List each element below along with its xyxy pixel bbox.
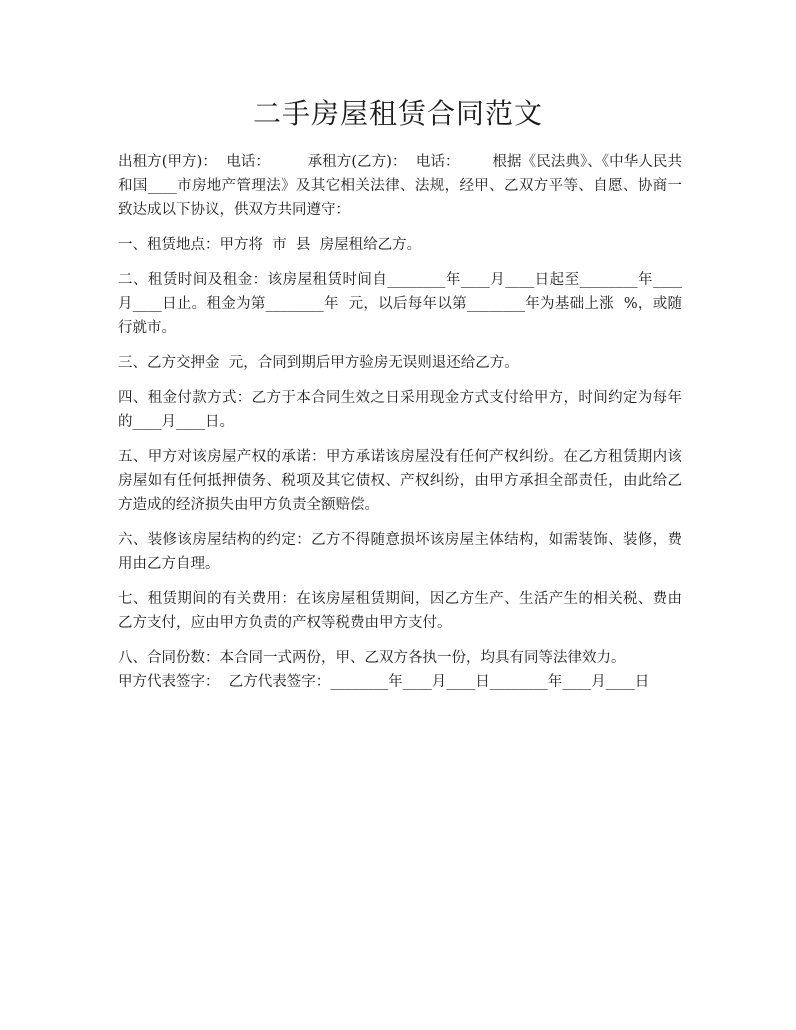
- paragraph-clause-8: 八、合同份数：本合同一式两份，甲、乙双方各执一份，均具有同等法律效力。: [118, 650, 626, 666]
- paragraph-preamble: 出租方(甲方)： 电话： 承租方(乙方)： 电话： 根据《民法典》、《中华人民共和国____市房地产管理法》及其它相关法律、法规，经甲、乙双方平等、自愿、协商一致达成以下协议，供双方共同遵守：: [118, 154, 682, 218]
- paragraph-clause-2: 二、租赁时间及租金：该房屋租赁时间自________年____月____日起至________年____月____日止。租金为第________年 元，以后每年以第________年为基础上涨 %，或随行就市。: [118, 272, 682, 336]
- document-body: [118, 150, 682, 705]
- paragraph-clause-3: 三、乙方交押金 元，合同到期后甲方验房无误则退还给乙方。: [118, 355, 519, 371]
- paragraph-clause-7: 七、租赁期间的有关费用：在该房屋租赁期间，因乙方生产、生活产生的相关税、费由乙方支付，应由甲方负责的产权等税费由甲方支付。: [118, 591, 682, 631]
- paragraph-clause-5: 五、甲方对该房屋产权的承诺：甲方承诺该房屋没有任何产权纠纷。在乙方租赁期内该房屋如有任何抵押债务、税项及其它债权、产权纠纷，由甲方承担全部责任，由此给乙方造成的经济损失由甲方负责全额赔偿。: [118, 449, 682, 513]
- document-title: 二手房屋租赁合同范文: [252, 97, 543, 130]
- signature-line: 甲方代表签字： 乙方代表签字：________年____月____日________年____月____日: [118, 674, 650, 690]
- paragraph-clause-6: 六、装修该房屋结构的约定：乙方不得随意损坏该房屋主体结构，如需装饰、装修，费用由乙方自理。: [118, 532, 682, 572]
- paragraph-clause-4: 四、租金付款方式：乙方于本合同生效之日采用现金方式支付给甲方，时间约定为每年的____月____日。: [118, 390, 682, 430]
- paragraph-clause-1: 一、租赁地点：甲方将 市 县 房屋租给乙方。: [118, 237, 422, 253]
